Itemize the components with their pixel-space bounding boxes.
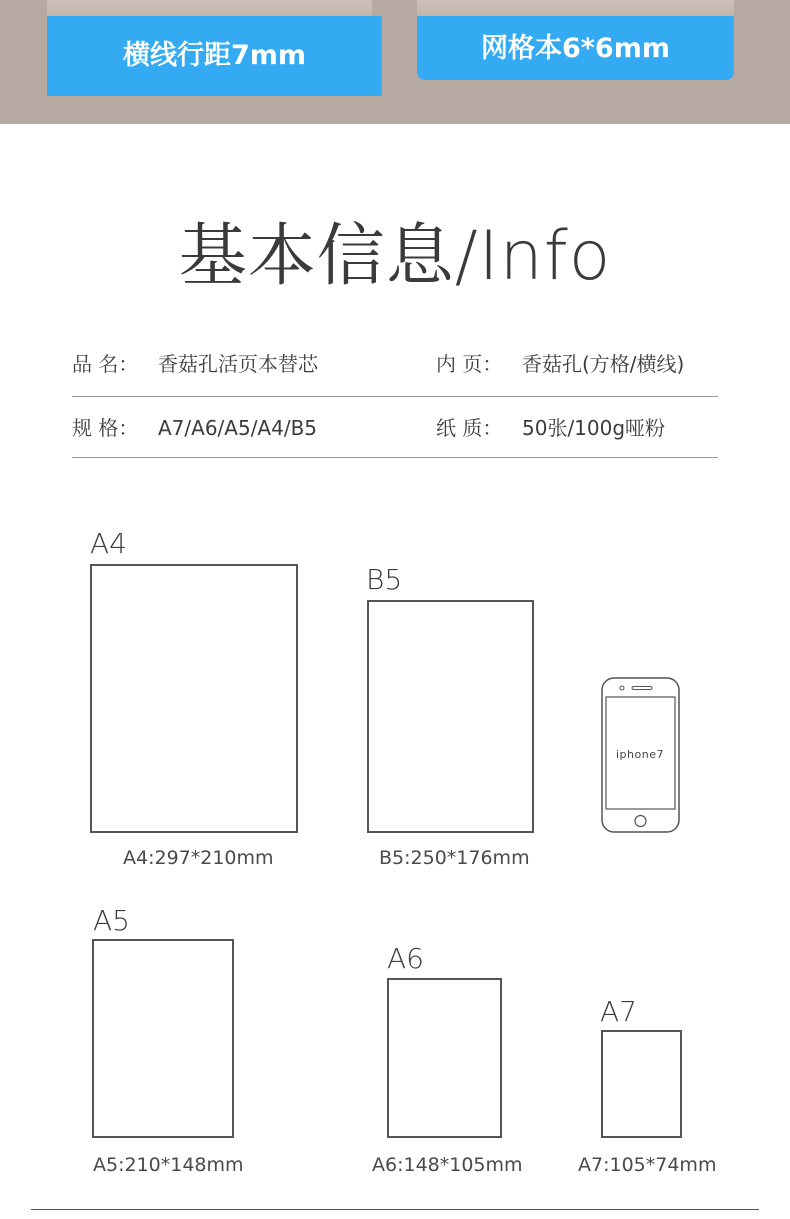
info-cell-spec: [72, 408, 317, 448]
info-cell-paper: [436, 408, 665, 448]
size-label-b5: B5: [366, 563, 403, 596]
left-photo-strip: [47, 0, 372, 16]
line-spacing-tag: 横线行距7mm: [47, 16, 382, 96]
bottom-divider: [31, 1209, 759, 1210]
paper-outline-a7: [601, 1030, 682, 1138]
info-label-product-name: 品 名：: [72, 352, 139, 376]
info-row-spec: [72, 408, 718, 448]
info-label-paper: 纸 质：: [436, 416, 503, 440]
info-value-spec: A7/A6/A5/A4/B5: [158, 416, 318, 440]
size-label-a4: A4: [90, 527, 127, 560]
info-label-inner-page: 内 页：: [436, 352, 503, 376]
info-divider: [72, 396, 718, 397]
size-dimensions-a7: A7:105*74mm: [578, 1154, 717, 1176]
size-dimensions-a6: A6:148*105mm: [372, 1154, 523, 1176]
info-value-product-name: 香菇孔活页本替芯: [158, 352, 318, 376]
info-section-title: 基本信息/Info: [178, 217, 612, 296]
paper-outline-b5: [367, 600, 534, 833]
paper-outline-a5: [92, 939, 234, 1138]
size-label-a6: A6: [387, 942, 424, 975]
size-dimensions-a5: A5:210*148mm: [93, 1154, 244, 1176]
size-label-a5: A5: [93, 904, 130, 937]
paper-outline-a6: [387, 978, 502, 1138]
size-dimensions-b5: B5:250*176mm: [379, 847, 530, 869]
size-label-a7: A7: [600, 995, 637, 1028]
right-photo-strip: [417, 0, 734, 16]
paper-outline-a4: [90, 564, 298, 833]
size-dimensions-a4: A4:297*210mm: [123, 847, 274, 869]
info-value-paper: 50张/100g哑粉: [522, 416, 666, 440]
info-row-name: [72, 344, 718, 384]
phone-label: iphone7: [616, 748, 664, 761]
info-cell-product-name: [72, 344, 318, 384]
info-divider: [72, 457, 718, 458]
info-cell-inner-page: [436, 344, 684, 384]
grid-notebook-tag: 网格本6*6mm: [417, 16, 734, 80]
info-label-spec: 规 格：: [72, 416, 139, 440]
info-value-inner-page: 香菇孔(方格/横线): [522, 352, 685, 376]
